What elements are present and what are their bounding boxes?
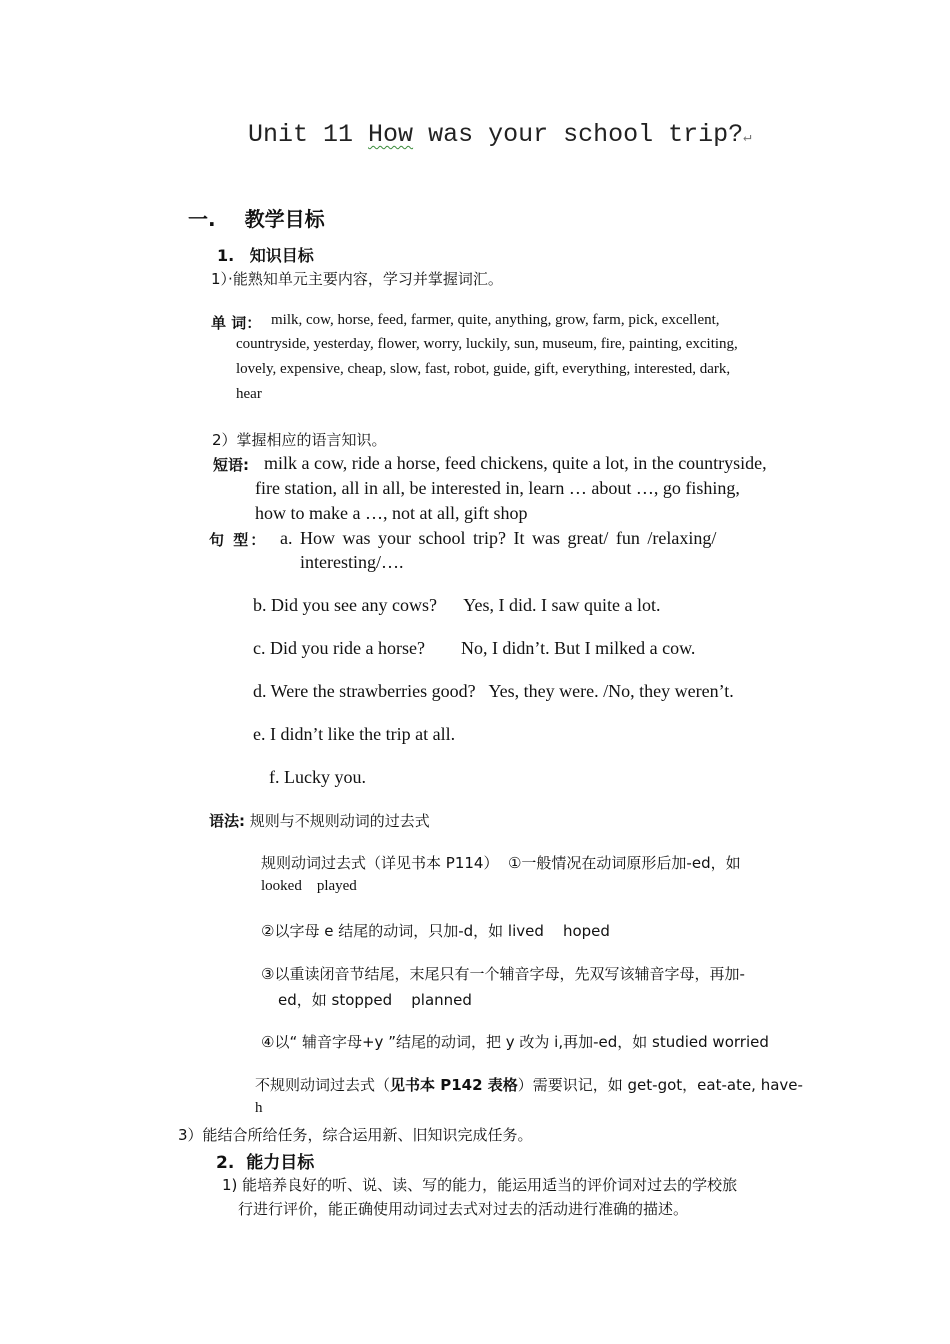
section-heading: [188, 203, 325, 232]
phrase-line: milk a cow, ride a horse, feed chickens, quite a lot, in the countryside,: [264, 453, 767, 473]
phrase-line: fire station, all in all, be interested in, learn … about …, go fishing,: [255, 478, 740, 498]
section-number: 一.: [188, 207, 216, 231]
pattern-c: c. Did you ride a horse? No, I didn’t. But I milked a cow.: [253, 638, 696, 658]
subsection-heading-knowledge: [217, 243, 314, 266]
subsection-title: 能力目标: [246, 1153, 315, 1173]
item-number: 3）: [178, 1126, 203, 1144]
pattern-b: b. Did you see any cows? Yes, I did. I saw quite a lot.: [253, 595, 661, 615]
ability-item-1: 1) 能培养良好的听、说、读、写的能力，能运用适当的评价词对过去的学校旅: [222, 1176, 738, 1194]
objective-item-3: [178, 1124, 533, 1145]
subsection-number: 2.: [216, 1153, 235, 1173]
item-number: 1）: [211, 270, 229, 288]
grammar-text: 规则与不规则动词的过去式: [249, 812, 430, 830]
objective-item-2: [212, 429, 387, 450]
section-title: 教学目标: [244, 207, 325, 231]
pattern-d: d. Were the strawberries good? Yes, they were. /No, they weren’t.: [253, 681, 734, 701]
grammar-label: 语法:: [209, 812, 245, 830]
pattern-e: e. I didn’t like the trip at all.: [253, 724, 456, 744]
pattern-label: 句 型：: [209, 531, 268, 549]
vocab-line: milk, cow, horse, feed, farmer, quite, anything, grow, farm, pick, excellent,: [271, 312, 720, 328]
pattern-f: f. Lucky you.: [269, 767, 366, 787]
irregular-bold: 见书本 P142 表格: [390, 1076, 518, 1094]
document-title: [248, 120, 752, 149]
phrase-label: 短语:: [213, 456, 249, 474]
pattern-a-cont: interesting/….: [300, 552, 404, 572]
vocab-line: hear: [236, 386, 262, 402]
ability-item-1-cont: 行进行评价，能正确使用动词过去式对过去的活动进行准确的描述。: [238, 1200, 689, 1218]
vocab-label: 单 词：: [211, 314, 262, 332]
irregular-verbs-cont: h: [255, 1100, 263, 1116]
irregular-post: ）需要识记，如 get-got，eat-ate, have-: [517, 1076, 803, 1094]
rule-3: ③以重读闭音节结尾，末尾只有一个辅音字母，先双写该辅音字母，再加-: [261, 965, 745, 983]
irregular-verbs: [255, 1074, 803, 1095]
title-unit: Unit 11: [248, 120, 354, 149]
item-text: 掌握相应的语言知识。: [236, 431, 387, 449]
paragraph-mark-icon: ↵: [743, 130, 752, 146]
title-how: How: [368, 120, 414, 149]
phrase-line: how to make a …, not at all, gift shop: [255, 503, 528, 523]
item-text: ·能熟知单元主要内容，学习并掌握词汇。: [228, 270, 503, 288]
irregular-pre: 不规则动词过去式（: [255, 1076, 391, 1094]
title-rest: was your school trip?: [413, 120, 744, 149]
rule-2: ②以字母 e 结尾的动词，只加-d，如 lived hoped: [261, 922, 610, 940]
rule-3-cont: ed，如 stopped planned: [278, 991, 472, 1009]
grammar-line: [209, 810, 430, 831]
subsection-number: 1.: [217, 246, 235, 265]
item-number: 2）: [212, 431, 237, 449]
objective-item-1: [211, 268, 503, 289]
rule-1-examples: looked played: [261, 878, 357, 894]
vocab-line: lovely, expensive, cheap, slow, fast, robot, guide, gift, everything, interested, dark,: [236, 361, 731, 377]
item-text: 能结合所给任务，综合运用新、旧知识完成任务。: [202, 1126, 533, 1144]
rule-1: 规则动词过去式（详见书本 P114） ①一般情况在动词原形后加-ed，如: [261, 854, 741, 872]
rule-4: ④以“ 辅音字母+y ”结尾的动词，把 y 改为 i,再加-ed，如 studied worried: [261, 1033, 769, 1051]
subsection-heading-ability: [216, 1148, 314, 1173]
vocab-line: countryside, yesterday, flower, worry, luckily, sun, museum, fire, painting, exciting,: [236, 336, 738, 352]
subsection-title: 知识目标: [249, 246, 314, 265]
pattern-a: a. How was your school trip? It was great/ fun /relaxing/: [280, 528, 717, 548]
